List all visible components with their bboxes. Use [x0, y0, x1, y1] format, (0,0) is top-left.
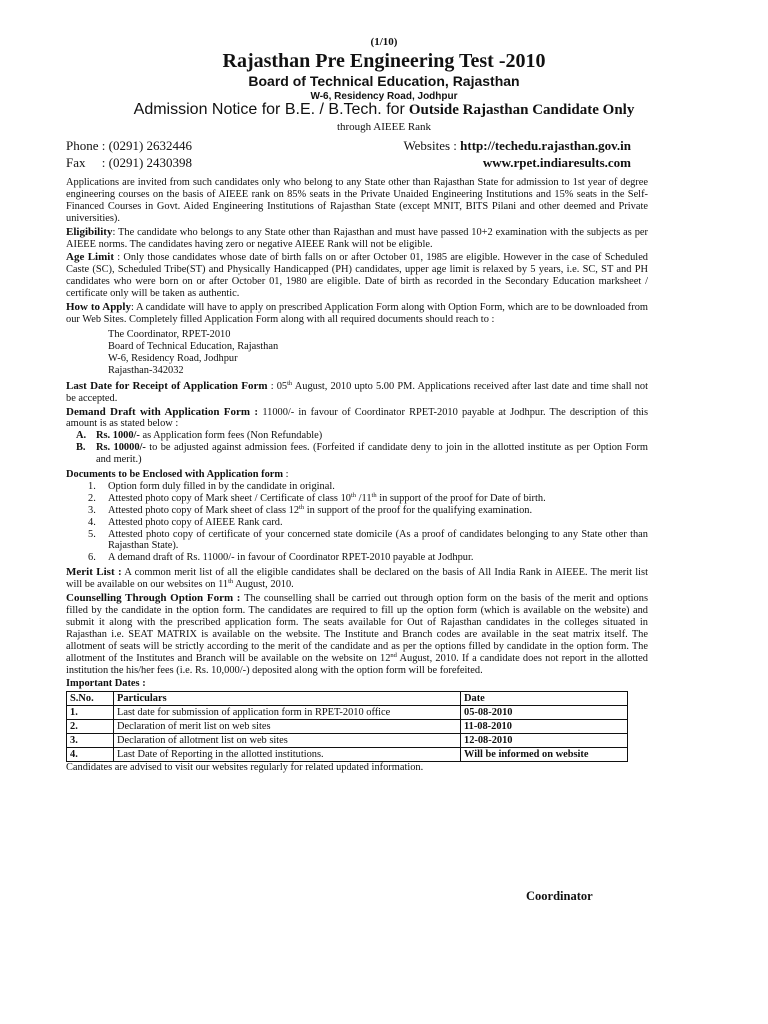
last-date-label: Last Date for Receipt of Application Form — [66, 379, 268, 392]
fax-line — [66, 155, 192, 171]
through-aieee: through AIEEE Rank — [336, 121, 432, 133]
particular-cell: Last date for submission of application form in RPET-2010 office — [114, 706, 461, 720]
particular-cell: Declaration of allotment list on web sites — [114, 734, 461, 748]
eligibility-label: Eligibility — [66, 225, 113, 238]
document-text: Attested photo copy of Mark sheet / Certificate of class 10 — [108, 492, 351, 504]
document-text: Option form duly filled in by the candidate in original. — [108, 480, 335, 492]
list-item — [66, 481, 648, 493]
fee-text: as Application form fees (Non Refundable) — [139, 430, 323, 442]
demand-draft-text: 11000/- in favour of Coordinator RPET-2010 payable at Jodhpur. The description of this amount is as stated below : — [66, 406, 648, 430]
notice-suffix: Outside Rajasthan Candidate Only — [408, 102, 635, 118]
coordinator-signature: Coordinator — [526, 889, 593, 903]
list-item — [66, 517, 648, 529]
counselling-paragraph — [66, 593, 648, 676]
sno-cell: 2. — [67, 720, 114, 734]
date-cell: 11-08-2010 — [461, 720, 628, 734]
intro-paragraph: Applications are invited from such candidates only who belong to any State other than Rajasthan State for admission to 1st year of degree engineering courses on the basis of AIEEE rank on 85% seats in the Private Unaided Engineering Institutions and 15% seats in the Self-Financed Courses in Govt. Aided Engineering Institutions of Rajasthan State (except MNIT, BITS Pilani and other deemed and Private universities). — [66, 177, 648, 224]
list-marker: B. — [76, 442, 86, 454]
how-to-apply-label: How to Apply — [66, 301, 131, 314]
documents-heading — [66, 469, 648, 481]
list-marker: 3. — [88, 504, 96, 516]
document-text: A demand draft of Rs. 11000/- in favour of Coordinator RPET-2010 payable at Jodhpur. — [108, 552, 474, 564]
address-line: The Coordinator, RPET-2010 — [108, 328, 231, 340]
sno-cell: 1. — [67, 706, 114, 720]
page-number: (1/10) — [370, 36, 398, 48]
phone-number: (0291) 2632446 — [108, 138, 193, 153]
document-text: in support of the proof for Date of birth. — [376, 492, 546, 504]
list-marker: 5. — [88, 528, 96, 540]
last-date-text: : 05 — [267, 380, 288, 392]
list-item — [66, 442, 648, 466]
address-line: Board of Technical Education, Rajasthan — [108, 341, 279, 353]
address-line: W-6, Residency Road, Jodhpur — [108, 353, 238, 365]
list-item — [66, 505, 648, 517]
ordinal-suffix: th — [350, 491, 357, 499]
list-item — [66, 529, 648, 553]
list-marker: A. — [76, 430, 87, 442]
last-date-paragraph — [66, 381, 648, 405]
table-row — [67, 734, 628, 748]
table-header-row — [67, 692, 628, 706]
fee-list — [66, 430, 648, 466]
document-text: Attested photo copy of Mark sheet of class 12 — [108, 504, 300, 516]
fax-label: Fax : — [66, 155, 109, 170]
phone-label: Phone : — [66, 138, 109, 153]
notice-heading — [0, 101, 768, 119]
board-address: W-6, Residency Road, Jodhpur — [310, 91, 458, 102]
list-item — [66, 430, 648, 442]
ordinal-suffix: nd — [390, 651, 397, 659]
list-marker: 1. — [88, 480, 96, 492]
ordinal-suffix: th — [299, 503, 305, 511]
important-dates-table — [66, 691, 628, 762]
documents-label: Documents to be Enclosed with Application form — [66, 469, 284, 481]
table-row — [67, 706, 628, 720]
demand-draft-label: Demand Draft with Application Form : — [66, 405, 263, 418]
counselling-label: Counselling Through Option Form : — [66, 592, 245, 605]
how-to-apply-paragraph — [66, 302, 648, 326]
merit-list-label: Merit List : — [66, 566, 122, 579]
list-marker: 6. — [88, 552, 96, 564]
particular-cell: Declaration of merit list on web sites — [114, 720, 461, 734]
websites-label: Websites : — [403, 138, 461, 153]
last-date-text-2: August, 2010 upto 5.00 PM. Applications received after last date and time shall not be accepted. — [66, 380, 648, 404]
counselling-text: The counselling shall be carried out through option form on the basis of the merit and options filled by the candidate in the option form. The candidates are required to fill up the option form (which is available on the website) and submit it along with the prescribed application form. The seats available for Out of Rajasthan candidates in the colleges situated in Rajasthan i.e. SEAT MATRIX is available on the website. The Institute and Branch codes are available in the seat matrix itself. The allotment of seats will be strictly according to the merit of the candidate and as per the options filled by candidate in the option form. The allotment of the Institutes and Branch will be available on the website on 12 — [66, 593, 648, 664]
header-cell: Particulars — [114, 692, 461, 706]
age-limit-text: : Only those candidates whose date of birth falls on or after October 01, 1985 are eligible. However in the case of Scheduled Caste (SC), Scheduled Tribe(ST) and Physically Handicapped (PH) candidates, upper age limit is relaxed by 5 years, i.e. SC, ST and PH candidates who were born on or after October 01, 1980 are eligible. Date of birth as recorded in the Secondary Education marksheet / certificate only will be taken as authentic. — [66, 252, 648, 300]
documents-colon: : — [283, 469, 289, 481]
notice-body — [66, 177, 648, 776]
website-line-2 — [483, 155, 631, 171]
eligibility-text: : The candidate who belongs to any State other than Rajasthan and must have passed 10+2 examination with the subjects as per AIEEE norms. The candidates having zero or negative AIEEE Rank will not be eligible. — [66, 226, 648, 250]
notice-prefix: Admission Notice for B.E. / B.Tech. for — [133, 101, 405, 118]
fee-amount: Rs. 1000/- — [96, 430, 140, 442]
table-row — [67, 720, 628, 734]
fee-amount: Rs. 10000/- — [96, 442, 146, 454]
list-item — [66, 552, 648, 564]
sno-cell: 3. — [67, 734, 114, 748]
fax-number: (0291) 2430398 — [108, 155, 193, 170]
document-text: in support of the proof for the qualifying examination. — [304, 504, 533, 516]
merit-list-paragraph — [66, 567, 648, 591]
page-title: Rajasthan Pre Engineering Test -2010 — [222, 50, 546, 72]
list-marker: 4. — [88, 516, 96, 528]
ordinal-suffix: th — [371, 491, 377, 499]
how-to-apply-text: : A candidate will have to apply on prescribed Application Form along with Option Form, which are to be downloaded from our Web Sites. Completely filled Application Form along with all required documents should reach to : — [66, 302, 648, 325]
documents-list — [66, 481, 648, 564]
header-cell: S.No. — [67, 692, 114, 706]
date-cell: 05-08-2010 — [461, 706, 628, 720]
list-marker: 2. — [88, 492, 96, 504]
ordinal-suffix: th — [228, 578, 234, 586]
website-line — [403, 138, 631, 154]
document-text: /11 — [356, 492, 372, 504]
document-text: Attested photo copy of AIEEE Rank card. — [108, 516, 283, 528]
board-name: Board of Technical Education, Rajasthan — [248, 73, 520, 89]
website-link-1[interactable]: http://techedu.rajasthan.gov.in — [460, 138, 631, 153]
advice-text: Candidates are advised to visit our websites regularly for related updated information. — [66, 762, 424, 774]
sno-cell: 4. — [67, 748, 114, 762]
fee-text: to be adjusted against admission fees. (Forfeited if candidate deny to join in the allotted institute as per Option Form and merit.) — [96, 442, 649, 466]
merit-list-text-2: August, 2010. — [233, 579, 294, 591]
date-cell: 12-08-2010 — [461, 734, 628, 748]
demand-draft-paragraph — [66, 407, 648, 431]
ordinal-suffix: th — [287, 379, 293, 387]
merit-list-text: A common merit list of all the eligible candidates shall be declared on the basis of All India Rank in AIEEE. The merit list will be available on our websites on 11 — [66, 567, 648, 591]
eligibility-paragraph — [66, 227, 648, 251]
date-cell: Will be informed on website — [461, 748, 628, 762]
age-limit-label: Age Limit — [66, 251, 114, 264]
particular-cell: Last Date of Reporting in the allotted institutions. — [114, 748, 461, 762]
website-link-2[interactable]: www.rpet.indiaresults.com — [482, 155, 631, 170]
phone-line — [66, 138, 192, 154]
mailing-address — [108, 329, 648, 378]
list-item — [66, 493, 648, 505]
header-cell: Date — [461, 692, 628, 706]
table-row — [67, 748, 628, 762]
address-line: Rajasthan-342032 — [108, 365, 184, 377]
age-limit-paragraph — [66, 252, 648, 300]
important-dates-heading — [66, 678, 648, 690]
important-dates-label: Important Dates : — [66, 678, 146, 690]
document-text: Attested photo copy of certificate of your concerned state domicile (As a proof of candidates belonging to any State other than Rajasthan State). — [108, 528, 648, 552]
counselling-text-2: August, 2010. If a candidate does not report in the allotted institution the his/her fees (i.e. Rs. 10,000/-) deposited along with the option form will be forefeited. — [66, 652, 648, 676]
